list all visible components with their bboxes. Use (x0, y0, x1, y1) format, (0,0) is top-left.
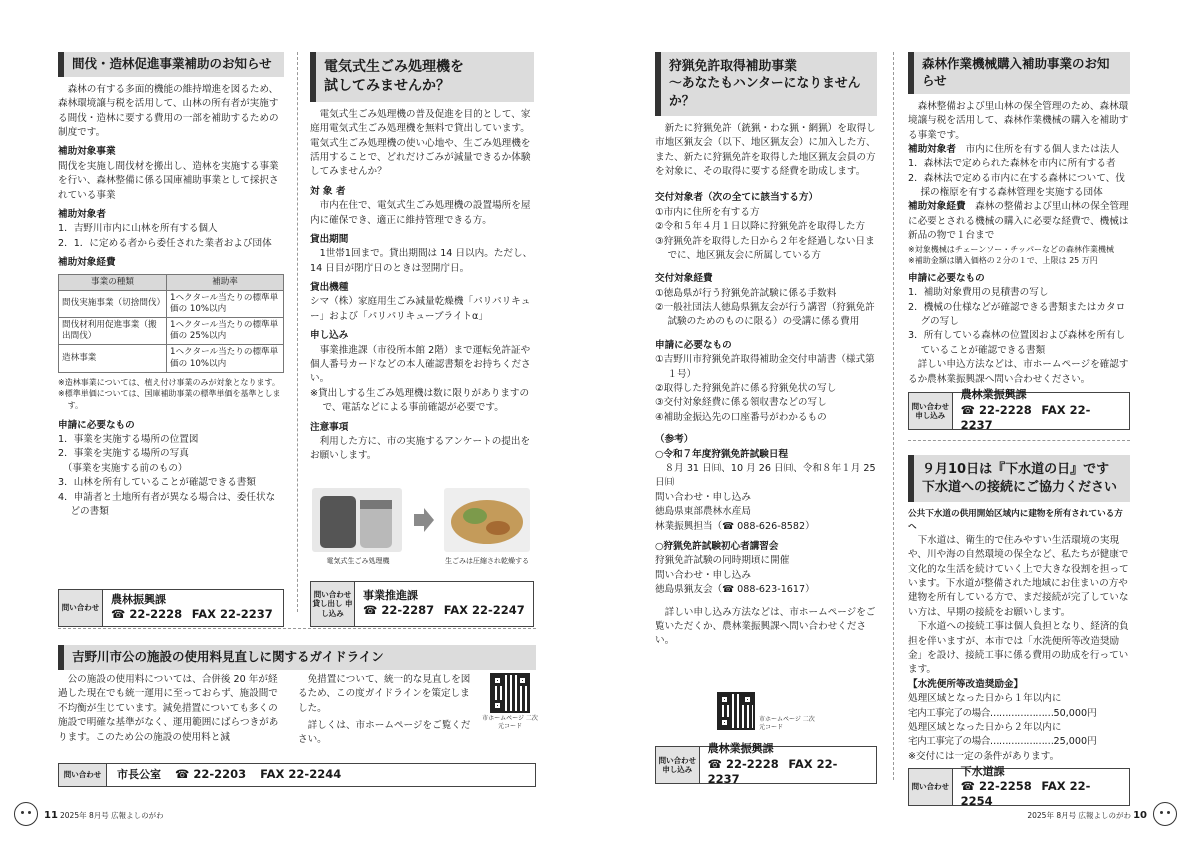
contact-tel: ☎ 22-2228 (960, 402, 1032, 417)
contact-dept: 農林業振興課 (960, 388, 1027, 402)
page-number-left: 11 (44, 810, 58, 821)
table-cell: 造林事業 (59, 345, 167, 372)
section-divider (908, 440, 1130, 441)
table-row (59, 345, 284, 372)
garbage-apply-text: 事業推進課（市役所本館 2階）まで運転免許証や個人番号カードなどの本人確認書類をお持ちください。 (310, 344, 531, 385)
felling-person-2: 2．1．に定める者から委任された業者および団体 (58, 237, 272, 249)
felling-contact-box (58, 589, 284, 627)
garbage-model-text: シマ（株）家庭用生ごみ減量乾燥機「パリパリキュー」および「パリパリキューブライトα」 (310, 296, 531, 322)
exam-tel: 林業振興担当（☎ 088-626-8582） (655, 520, 815, 532)
table-row (59, 290, 284, 317)
contact-label: 問い合わせ 貸し出し 申し込み (311, 582, 355, 626)
garbage-apply-note: ※貸出しする生ごみ処理機は数に限りがありますので、電話などによる事前確認が必要です。 (310, 387, 530, 414)
qr-code[interactable] (717, 692, 755, 730)
contact-label: 問い合わせ (59, 590, 103, 626)
hunting-doc-4: ④補助金振込先の口座番号がわかるもの (655, 411, 827, 423)
contact-label: 問い合わせ (909, 769, 953, 805)
issue-label-left: 2025年 8月号 広報よしのがわ (60, 811, 164, 820)
qr-code[interactable] (490, 673, 530, 713)
table-cell: 1ヘクタール当たりの標準単価の 10%以内 (167, 345, 284, 372)
hunting-title-line2: ～あなたもハンターになりませんか？ (669, 76, 861, 109)
grant-2-line-a: 処理区域となった日から２年以内に (908, 721, 1062, 733)
forest-doc-3: 3．所有している森林の位置図および森林を所有していることが確認できる書類 (908, 330, 1126, 356)
garbage-contact-box (310, 581, 534, 627)
felling-doc-2b: （事業を実施する前のもの） (58, 462, 188, 474)
sewer-paragraph-2: 下水道への接続工事は個人負担となり、経済的負担を伴いますが、本市では「水洗便所等改造奨励金」を設け、接続工事に係る費用の助成を行っています。 (908, 621, 1129, 676)
grant-2-amount: 25,000円 (1053, 736, 1097, 748)
contact-tel: ☎ 22-2228 (707, 756, 779, 771)
beginner-course-heading: ○狩猟免許試験初心者講習会 (655, 540, 779, 552)
hunting-title-line1: 狩猟免許取得補助事業 (669, 59, 797, 74)
felling-intro: 森林の有する多面的機能の維持増進を図るため、森林環境譲与税を活用して、山林の所有者が実施する間伐・造林に要する費用の一部を補助するための制度です。 (58, 83, 279, 139)
guideline-contact-box (58, 763, 536, 787)
table-cell: 1ヘクタール当たりの標準単価の 10%以内 (167, 290, 284, 317)
exam-office: 徳島県東部農林水産局 (655, 506, 751, 518)
hunting-doc-3: ③交付対象経費に係る領収書などの写し (655, 397, 827, 409)
felling-subsidy-section (58, 52, 284, 622)
forest-cost-heading: 補助対象経費 (908, 201, 966, 213)
grant-1-line-b: 宅内工事完了の場合………………… (908, 707, 1054, 719)
subsidy-rate-table (58, 274, 284, 373)
contact-dept: 農林振興課 (111, 593, 166, 607)
sewer-title-line2: 下水道への接続にご協力ください (922, 479, 1118, 495)
sewer-day-section (908, 455, 1130, 809)
garbage-intro: 電気式生ごみ処理機の普及促進を目的として、家庭用電気式生ごみ処理機を無料で貸出しています。電気式生ごみ処理機の使い心地や、生ごみ処理機を活用することで、どれだけごみが減量できるか体験してみませんか？ (310, 108, 531, 178)
garbage-target-text: 市内在住で、電気式生ごみ処理機の設置場所を屋内に確保でき、適正に維持管理できる方。 (310, 200, 531, 226)
section-divider (58, 628, 536, 629)
table-cell: 間伐材利用促進事業（搬出間伐） (59, 318, 167, 345)
forest-docs-heading: 申請に必要なもの (908, 272, 985, 284)
hunting-docs-heading: 申請に必要なもの (655, 339, 732, 351)
forest-intro: 森林整備および里山林の保全管理のため、森林環境譲与税を活用して、森林作業機械の購入を補助する事業です。 (908, 100, 1129, 141)
sewer-paragraph-1: 下水道は、衛生的で住みやすい生活環境の実現や、川や海の自然環境の保全など、私たちが健康で文化的な生活を続けていく上で大きな役割を担っています。下水道が整備された地域にお住まいの方や建物を所有している方で、まだ接続が完了していない方は、早期の接続をお願いします。 (908, 534, 1129, 618)
guideline-section (58, 645, 538, 782)
garbage-period-text: 1世帯1回まで。貸出期間は 14 日以内。ただし、14 日目が閉庁日のときは翌開庁日。 (310, 248, 533, 274)
contact-dept: 農林業振興課 (707, 742, 774, 756)
contact-dept: 事業推進課 (363, 589, 418, 603)
qr-label: 市ホームページ 二次元コード (482, 715, 538, 730)
felling-cost-heading: 補助対象経費 (58, 257, 116, 269)
sewer-title-line1: ９月10日は『下水道の日』です (922, 462, 1110, 477)
contact-fax: FAX 22-2244 (260, 767, 342, 782)
contact-fax: FAX 22-2247 (443, 603, 525, 618)
mascot-icon (1153, 802, 1177, 826)
grant-1-line-a: 処理区域となった日から１年以内に (908, 693, 1062, 705)
exam-schedule-heading: ○令和７年度狩猟免許試験日程 (655, 448, 789, 460)
hunting-contact-box (655, 742, 877, 787)
forest-machine-section (908, 52, 1130, 433)
felling-doc-4: 4．申請者と土地所有者が異なる場合は、委任状などの書類 (58, 491, 276, 517)
hunting-title (655, 52, 877, 116)
table-row (59, 318, 284, 345)
exam-ask: 問い合わせ・申し込み (655, 491, 751, 503)
contact-tel: ☎ 22-2258 (960, 778, 1032, 793)
guideline-text-b: 免措置について、統一的な見直しを図るため、この度ガイドラインを策定しました。 (298, 674, 471, 714)
contact-tel: ☎ 22-2287 (363, 603, 435, 618)
contact-label: 問い合わせ 申し込み (909, 393, 953, 429)
contact-tel: ☎ 22-2203 (175, 767, 247, 782)
issue-label-right: 2025年 8月号 広報よしのがわ (1027, 811, 1131, 820)
garbage-photos (310, 486, 534, 568)
page-number-right: 10 (1133, 810, 1147, 821)
beginner-ask: 問い合わせ・申し込み (655, 569, 751, 581)
forest-doc-2: 2．機械の仕様などが確認できる書類またはカタログの写し (908, 301, 1126, 328)
felling-business-text: 間伐を実施し間伐材を搬出し、造林を実施する事業を行い、森林整備に係る国庫補助事業として採択されている事業 (58, 160, 279, 201)
garbage-target-heading: 対 象 者 (310, 185, 346, 197)
hunting-target-3: ③狩猟免許を取得した日から２年を経過しない日までに、地区猟友会に所属している方 (655, 235, 875, 261)
grant-1-amount: 50,000円 (1053, 707, 1097, 719)
forest-machine-title: 森林作業機械購入補助事業のお知らせ (908, 52, 1130, 94)
hunting-cost-1: ①徳島県が行う狩猟免許試験に係る手数料 (655, 287, 837, 299)
contact-label: 問い合わせ 申し込み (656, 747, 700, 783)
hunting-doc-2: ②取得した狩猟免許に係る狩猟免状の写し (655, 383, 837, 395)
grant-heading: 【水洗便所等改造奨励金】 (908, 678, 1024, 690)
contact-label: 問い合わせ (59, 764, 107, 786)
beginner-tel: 徳島県猟友会（☎ 088-623-1617） (655, 584, 815, 596)
contact-fax: FAX 22-2237 (960, 402, 1091, 433)
qr-label: 市ホームページ 二次元コード (759, 716, 815, 731)
garbage-title-line1: 電気式生ごみ処理機を (324, 59, 464, 75)
forest-note-1: ※対象機械はチェーンソー・チッパーなどの森林作業機械 (908, 244, 1115, 254)
contact-fax: FAX 22-2237 (707, 756, 838, 787)
forest-person-1: 1．森林法で定められた森林を市内に所有する者 (908, 158, 1116, 170)
garbage-title (310, 52, 534, 102)
felling-doc-2: 2．事業を実施する場所の写真 (58, 448, 189, 460)
garbage-model-heading: 貸出機種 (310, 282, 349, 294)
forest-cost-text: 森林の整備および里山林の保全管理に必要とされる機械の購入に必要な経費で、機械は新品の物で１台まで (908, 201, 1129, 242)
guideline-text-c: 詳しくは、市ホームページをご覧ください。 (298, 720, 471, 746)
hunting-target-2: ②令和５年４月１日以降に狩猟免許を取得した方 (655, 221, 866, 233)
table-header: 補助率 (167, 274, 284, 290)
hunting-closing: 詳しい申し込み方法などは、市ホームページをご覧いただくか、農林業振興課へ問い合わせください。 (655, 606, 876, 647)
hunting-cost-2: ②一般社団法人徳島県猟友会が行う講習（狩猟免許試験のためのものに限る）の受講に係る費用 (655, 302, 875, 328)
felling-title: 間伐・造林促進事業補助のお知らせ (58, 52, 284, 77)
garbage-notice-text: 利用した方に、市の実施するアンケートの提出をお願いします。 (310, 435, 531, 462)
hunting-target-1: ①市内に住所を有する方 (655, 206, 760, 218)
forest-person-2: 2．森林法で定める市内に在する森林について、伐採の権原を有する森林管理を実施する団体 (908, 172, 1125, 199)
hunting-license-section (655, 52, 877, 787)
grant-note: ※交付には一定の条件があります。 (908, 750, 1060, 762)
forest-person-heading: 補助対象者 (908, 143, 956, 155)
guideline-text-a: 公の施設の使用料については、合併後 20 年が経過した現在でも統一運用に至っておらず、施設間で不均衡が生じています。減免措置についても多くの施設で明確な基準がなく、運用範囲にばらつきがあります。このため公の施設の使用料と減 (58, 674, 279, 743)
hunting-target-heading: 交付対象者（次の全てに該当する方） (655, 192, 819, 204)
beginner-course-text: 狩猟免許試験の同時期頃に開催 (655, 555, 790, 567)
garbage-title-line2: 試してみませんか？ (324, 77, 450, 94)
contact-dept: 市長公室 (117, 767, 161, 781)
hunting-intro: 新たに狩猟免許（銃猟・わな猟・網猟）を取得し市地区猟友会（以下、地区猟友会）に加入した方、また、新たに狩猟免許を取得した地区猟友会員の方を対象に、その取得に要する経費を助成します。 (655, 122, 876, 177)
hunting-ref-heading: （参考） (655, 434, 694, 446)
column-divider (297, 52, 298, 612)
garbage-processor-section (310, 52, 534, 618)
garbage-caption-2: 生ごみは圧縮され乾燥する (445, 557, 529, 565)
felling-person-heading: 補助対象者 (58, 209, 106, 220)
garbage-notice-heading: 注意事項 (310, 421, 349, 433)
contact-fax: FAX 22-2237 (191, 607, 273, 622)
guideline-title: 吉野川市公の施設の使用料見直しに関するガイドライン (58, 645, 536, 670)
hunting-cost-heading: 交付対象経費 (655, 273, 713, 285)
garbage-apply-heading: 申し込み (310, 330, 349, 342)
garbage-caption-1: 電気式生ごみ処理機 (326, 557, 390, 565)
contact-fax: FAX 22-2254 (960, 778, 1091, 809)
garbage-period-heading: 貸出期間 (310, 233, 349, 245)
felling-doc-1: 1．事業を実施する場所の位置図 (58, 433, 199, 445)
forest-contact-box (908, 388, 1130, 433)
forest-person-text: 市内に住所を有する個人または法人 (965, 143, 1120, 155)
felling-note-1: ※造林事業については、植え付け事業のみが対象となります。 (58, 377, 280, 387)
grant-2-line-b: 宅内工事完了の場合………………… (908, 736, 1054, 748)
sewer-contact-box (908, 764, 1130, 809)
table-cell: 間伐実施事業（切捨間伐） (59, 290, 167, 317)
mascot-icon (14, 802, 38, 826)
contact-dept: 下水道課 (960, 764, 1005, 778)
sewer-lead: 公共下水道の供用開始区域内に建物を所有されている方へ (908, 509, 1123, 532)
felling-docs-heading: 申請に必要なもの (58, 419, 135, 431)
forest-doc-1: 1．補助対象費用の見積書の写し (908, 287, 1049, 299)
exam-dates: ８月 31 日㈰、10 月 26 日㈰、令和８年１月 25 日㈰ (655, 463, 876, 489)
table-cell: 1ヘクタール当たりの標準単価の 25%以内 (167, 318, 284, 345)
hunting-doc-1: ①吉野川市狩猟免許取得補助金交付申請書（様式第１号） (655, 354, 875, 380)
forest-note-2: ※補助金額は購入価格の２分の１で、上限は 25 万円 (908, 256, 1098, 266)
table-header: 事業の種類 (59, 274, 167, 290)
forest-closing: 詳しい申込方法などは、市ホームページを確認するか農林業振興課へ問い合わせください。 (908, 359, 1129, 385)
column-divider (893, 52, 894, 780)
felling-note-2: ※標準単価については、国庫補助事業の標準単価を基準とします。 (58, 389, 281, 410)
felling-person-1: 1．吉野川市内に山林を所有する個人 (58, 223, 218, 235)
contact-tel: ☎ 22-2228 (111, 607, 183, 622)
sewer-title (908, 455, 1130, 502)
felling-doc-3: 3．山林を所有していることが確認できる書類 (58, 477, 256, 489)
felling-business-heading: 補助対象事業 (58, 146, 116, 158)
